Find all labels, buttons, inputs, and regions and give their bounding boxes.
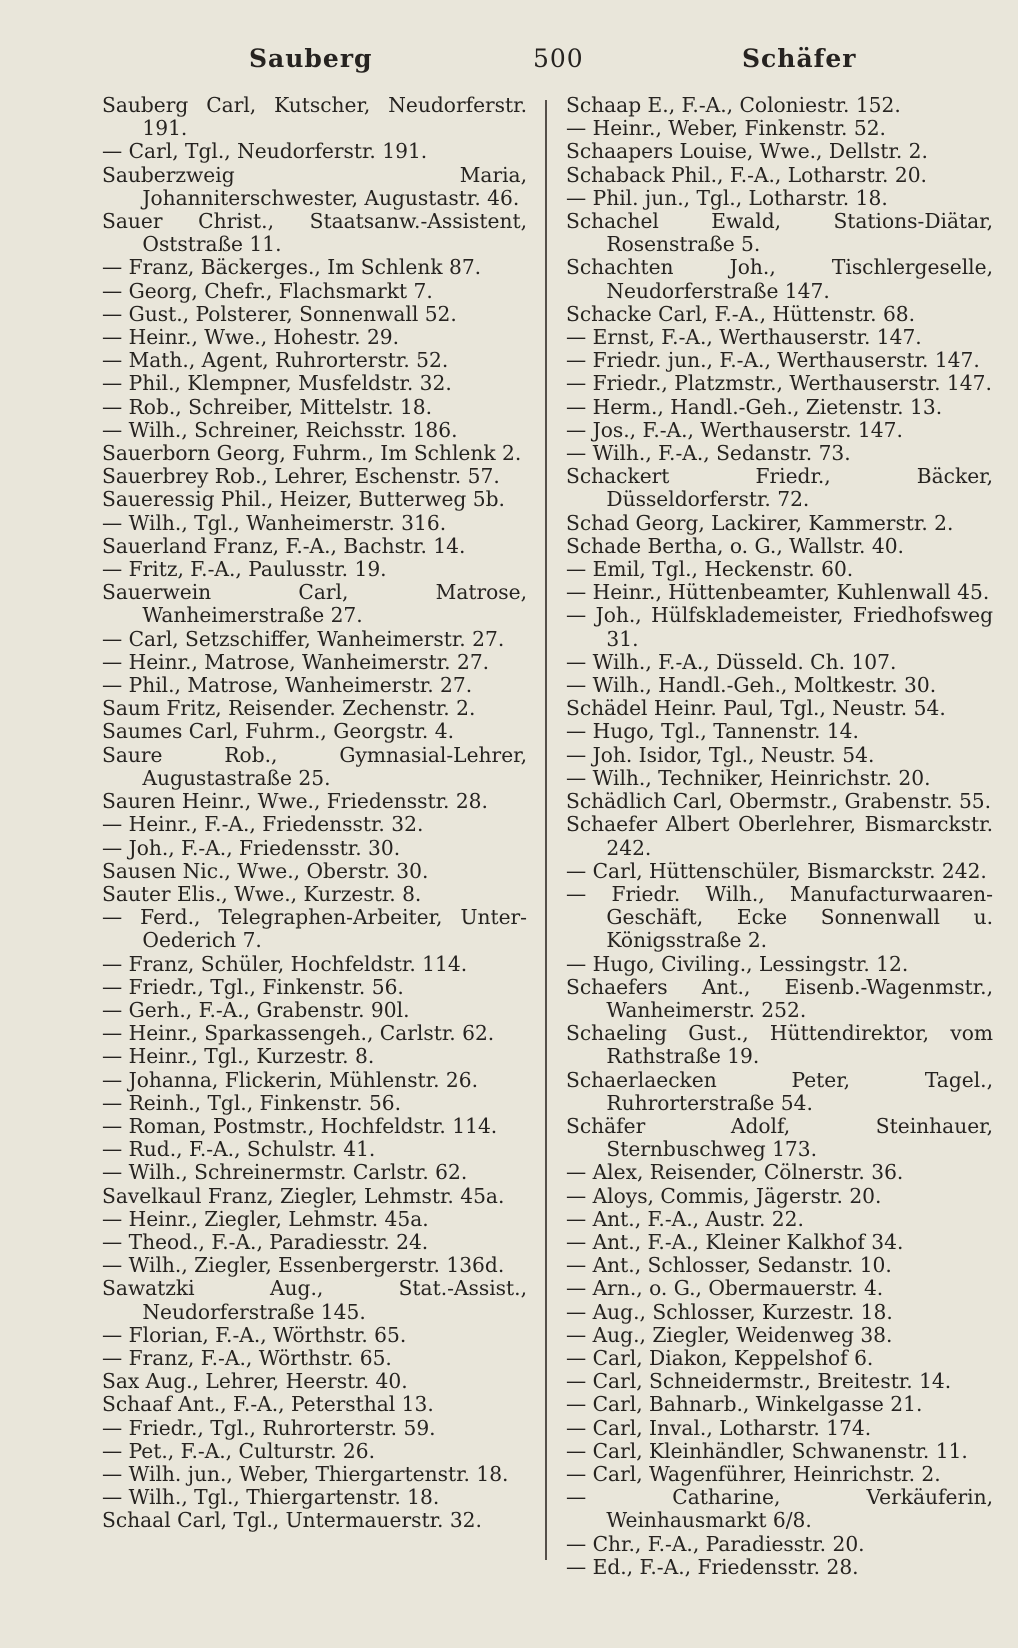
directory-entry: — Aloys, Commis, Jägerstr. 20.	[566, 1183, 882, 1208]
directory-entry: — Friedr., Tgl., Finkenstr. 56.	[102, 974, 404, 999]
directory-entry: — Franz, F.-A., Wörthstr. 65.	[102, 1345, 392, 1370]
directory-entry: — Theod., F.-A., Paradiesstr. 24.	[102, 1229, 429, 1254]
directory-entry: — Heinr., Tgl., Kurzestr. 8.	[102, 1044, 375, 1069]
directory-entry: Sausen Nic., Wwe., Oberstr. 30.	[102, 858, 429, 883]
directory-entry: — Wilh., Schreinermstr. Carlstr. 62.	[102, 1160, 468, 1185]
directory-entry: — Wilh., Tgl., Wanheimerstr. 316.	[102, 510, 447, 535]
directory-entry: — Emil, Tgl., Heckenstr. 60.	[566, 557, 854, 582]
directory-entry: — Ant., F.-A., Kleiner Kalkhof 34.	[566, 1229, 904, 1254]
directory-entry: Saueressig Phil., Heizer, Butterweg 5b.	[102, 487, 505, 512]
directory-entry: Schäfer Adolf, Steinhauer, Sternbuschweg 173.	[566, 1113, 993, 1162]
directory-entry: — Florian, F.-A., Wörthstr. 65.	[102, 1322, 407, 1347]
directory-entry: — Phil., Matrose, Wanheimerstr. 27.	[102, 673, 473, 698]
directory-entry: — Rud., F.-A., Schulstr. 41.	[102, 1137, 376, 1162]
directory-entry: — Carl, Kleinhändler, Schwanenstr. 11.	[566, 1438, 968, 1463]
page-number: 500	[533, 44, 584, 73]
directory-entry: Schaeling Gust., Hüttendirektor, vom Rathstraße 19.	[566, 1021, 993, 1069]
header-left-keyword: Sauberg	[249, 44, 373, 73]
directory-entry: — Heinr., Weber, Finkenstr. 52.	[566, 116, 886, 141]
column-divider	[545, 100, 547, 1560]
directory-entry: — Ernst, F.-A., Werthauserstr. 147.	[566, 325, 922, 350]
directory-entry: — Carl, Schneidermstr., Breitestr. 14.	[566, 1369, 952, 1394]
directory-entry: — Reinh., Tgl., Finkenstr. 56.	[102, 1090, 402, 1115]
directory-entry: — Carl, Hüttenschüler, Bismarckstr. 242.	[566, 858, 987, 883]
directory-entry: — Fritz, F.-A., Paulusstr. 19.	[102, 557, 387, 582]
directory-entry: Savelkaul Franz, Ziegler, Lehmstr. 45a.	[102, 1183, 505, 1208]
directory-entry: Sauter Elis., Wwe., Kurzestr. 8.	[102, 881, 422, 906]
directory-entry: Schachel Ewald, Stations-Diätar, Rosenstraße 5.	[566, 209, 993, 257]
directory-entry: — Ant., Schlosser, Sedanstr. 10.	[566, 1253, 892, 1278]
directory-entry: Saum Fritz, Reisender. Zechenstr. 2.	[102, 696, 476, 721]
directory-entry: — Friedr. Wilh., Manufacturwaaren-Geschäft, Ecke Sonnenwall u. Königsstraße 2.	[566, 881, 993, 953]
directory-entry: Schade Bertha, o. G., Wallstr. 40.	[566, 533, 904, 558]
directory-entry: Schaback Phil., F.-A., Lotharstr. 20.	[566, 162, 927, 187]
directory-entry: — Wilh., Tgl., Thiergartenstr. 18.	[102, 1485, 440, 1510]
directory-entry: Sauerland Franz, F.-A., Bachstr. 14.	[102, 533, 466, 558]
directory-entry: — Franz, Bäckerges., Im Schlenk 87.	[102, 255, 482, 280]
directory-entry: — Heinr., Ziegler, Lehmstr. 45a.	[102, 1206, 429, 1231]
directory-entry: Sauberg Carl, Kutscher, Neudorferstr. 191.	[102, 93, 527, 141]
page-header	[0, 44, 1018, 84]
directory-entry: — Carl, Diakon, Keppelshof 6.	[566, 1345, 874, 1370]
directory-entry: — Heinr., Hüttenbeamter, Kuhlenwall 45.	[566, 580, 990, 605]
directory-entry: — Carl, Bahnarb., Winkelgasse 21.	[566, 1392, 923, 1417]
directory-entry: — Jos., F.-A., Werthauserstr. 147.	[566, 417, 903, 442]
directory-entry: — Rob., Schreiber, Mittelstr. 18.	[102, 394, 433, 419]
directory-entry: — Math., Agent, Ruhrorterstr. 52.	[102, 348, 449, 373]
directory-entry: — Aug., Schlosser, Kurzestr. 18.	[566, 1299, 893, 1324]
directory-entry: Schachten Joh., Tischlergeselle, Neudorferstraße 147.	[566, 255, 993, 303]
directory-entry: Schaefer Albert Oberlehrer, Bismarckstr. 242.	[566, 812, 993, 860]
directory-entry: — Heinr., Wwe., Hohestr. 29.	[102, 325, 400, 350]
directory-entry: — Gerh., F.-A., Grabenstr. 90l.	[102, 997, 410, 1022]
directory-entry: — Alex, Reisender, Cölnerstr. 36.	[566, 1160, 904, 1185]
directory-entry: Schaerlaecken Peter, Tagel., Ruhrorterstraße 54.	[566, 1067, 993, 1115]
directory-entry: — Roman, Postmstr., Hochfeldstr. 114.	[102, 1113, 498, 1138]
directory-entry: — Chr., F.-A., Paradiesstr. 20.	[566, 1531, 865, 1556]
directory-entry: — Franz, Schüler, Hochfeldstr. 114.	[102, 951, 468, 976]
directory-entry: — Georg, Chefr., Flachsmarkt 7.	[102, 278, 433, 303]
directory-entry: — Johanna, Flickerin, Mühlenstr. 26.	[102, 1067, 479, 1092]
directory-entry: Saumes Carl, Fuhrm., Georgstr. 4.	[102, 719, 455, 744]
directory-entry: — Carl, Inval., Lotharstr. 174.	[566, 1415, 872, 1440]
directory-entry: Schad Georg, Lackirer, Kammerstr. 2.	[566, 510, 954, 535]
directory-entry: — Wilh., Handl.-Geh., Moltkestr. 30.	[566, 673, 937, 698]
directory-entry: — Joh. Isidor, Tgl., Neustr. 54.	[566, 742, 875, 767]
directory-entry: Sax Aug., Lehrer, Heerstr. 40.	[102, 1369, 408, 1394]
directory-entry: Schackert Friedr., Bäcker, Düsseldorferstr. 72.	[566, 464, 993, 512]
directory-entry: — Heinr., F.-A., Friedensstr. 32.	[102, 812, 424, 837]
directory-entry: — Joh., F.-A., Friedensstr. 30.	[102, 835, 401, 860]
directory-entry: Schaefers Ant., Eisenb.-Wagenmstr., Wanheimerstr. 252.	[566, 974, 993, 1022]
directory-entry: Schaaf Ant., F.-A., Petersthal 13.	[102, 1392, 434, 1417]
directory-entry: Schädel Heinr. Paul, Tgl., Neustr. 54.	[566, 696, 946, 721]
directory-entry: Sawatzki Aug., Stat.-Assist., Neudorferstraße 145.	[102, 1276, 527, 1324]
directory-entry: — Wilh. jun., Weber, Thiergartenstr. 18.	[102, 1461, 509, 1486]
directory-entry: Sauerbrey Rob., Lehrer, Eschenstr. 57.	[102, 464, 500, 489]
directory-entry: — Arn., o. G., Obermauerstr. 4.	[566, 1276, 884, 1301]
directory-entry: Schaapers Louise, Wwe., Dellstr. 2.	[566, 139, 928, 164]
directory-entry: — Catharine, Verkäuferin, Weinhausmarkt 6/8.	[566, 1485, 993, 1533]
directory-entry: — Friedr., Platzmstr., Werthauserstr. 147.	[566, 371, 992, 396]
directory-entry: — Wilh., F.-A., Sedanstr. 73.	[566, 441, 851, 466]
directory-entry: Sauberzweig Maria, Johanniterschwester, Augustastr. 46.	[102, 162, 527, 210]
directory-entry: — Aug., Ziegler, Weidenweg 38.	[566, 1322, 893, 1347]
left-column	[102, 94, 527, 1533]
directory-entry: Sauer Christ., Staatsanw.-Assistent, Oststraße 11.	[102, 209, 527, 257]
directory-entry: — Carl, Wagenführer, Heinrichstr. 2.	[566, 1461, 941, 1486]
directory-entry: — Pet., F.-A., Culturstr. 26.	[102, 1438, 376, 1463]
directory-entry: — Heinr., Matrose, Wanheimerstr. 27.	[102, 649, 490, 674]
directory-entry: — Phil. jun., Tgl., Lotharstr. 18.	[566, 185, 888, 210]
directory-entry: — Gust., Polsterer, Sonnenwall 52.	[102, 301, 457, 326]
directory-entry: Sauren Heinr., Wwe., Friedensstr. 28.	[102, 789, 488, 814]
directory-entry: — Ferd., Telegraphen-Arbeiter, Unter-Oederich 7.	[102, 905, 527, 953]
directory-entry: — Carl, Tgl., Neudorferstr. 191.	[102, 139, 428, 164]
directory-entry: — Phil., Klempner, Musfeldstr. 32.	[102, 371, 452, 396]
directory-entry: — Wilh., F.-A., Düsseld. Ch. 107.	[566, 649, 897, 674]
directory-entry: Saure Rob., Gymnasial-Lehrer, Augustastraße 25.	[102, 742, 527, 790]
directory-entry: — Wilh., Ziegler, Essenbergerstr. 136d.	[102, 1253, 505, 1278]
directory-entry: Schaap E., F.-A., Coloniestr. 152.	[566, 93, 901, 117]
directory-entry: — Ant., F.-A., Austr. 22.	[566, 1206, 804, 1231]
directory-entry: — Hugo, Tgl., Tannenstr. 14.	[566, 719, 859, 744]
directory-entry: Sauerwein Carl, Matrose, Wanheimerstraße 27.	[102, 580, 527, 628]
directory-entry: — Herm., Handl.-Geh., Zietenstr. 13.	[566, 394, 943, 419]
directory-entry: Schaal Carl, Tgl., Untermauerstr. 32.	[102, 1508, 482, 1533]
right-column	[566, 94, 993, 1579]
directory-entry: — Wilh., Techniker, Heinrichstr. 20.	[566, 765, 931, 790]
directory-entry: Schädlich Carl, Obermstr., Grabenstr. 55.	[566, 789, 992, 814]
directory-entry: — Hugo, Civiling., Lessingstr. 12.	[566, 951, 909, 976]
directory-entry: — Friedr., Tgl., Ruhrorterstr. 59.	[102, 1415, 436, 1440]
directory-entry: — Joh., Hülfsklademeister, Friedhofsweg 31.	[566, 603, 993, 651]
directory-entry: — Carl, Setzschiffer, Wanheimerstr. 27.	[102, 626, 505, 651]
directory-entry: — Ed., F.-A., Friedensstr. 28.	[566, 1554, 859, 1579]
header-right-keyword: Schäfer	[742, 44, 857, 73]
directory-entry: — Wilh., Schreiner, Reichsstr. 186.	[102, 417, 458, 442]
directory-entry: — Heinr., Sparkassengeh., Carlstr. 62.	[102, 1021, 495, 1046]
directory-entry: Sauerborn Georg, Fuhrm., Im Schlenk 2.	[102, 441, 522, 466]
directory-entry: — Friedr. jun., F.-A., Werthauserstr. 147.	[566, 348, 980, 373]
directory-entry: Schacke Carl, F.-A., Hüttenstr. 68.	[566, 301, 916, 326]
